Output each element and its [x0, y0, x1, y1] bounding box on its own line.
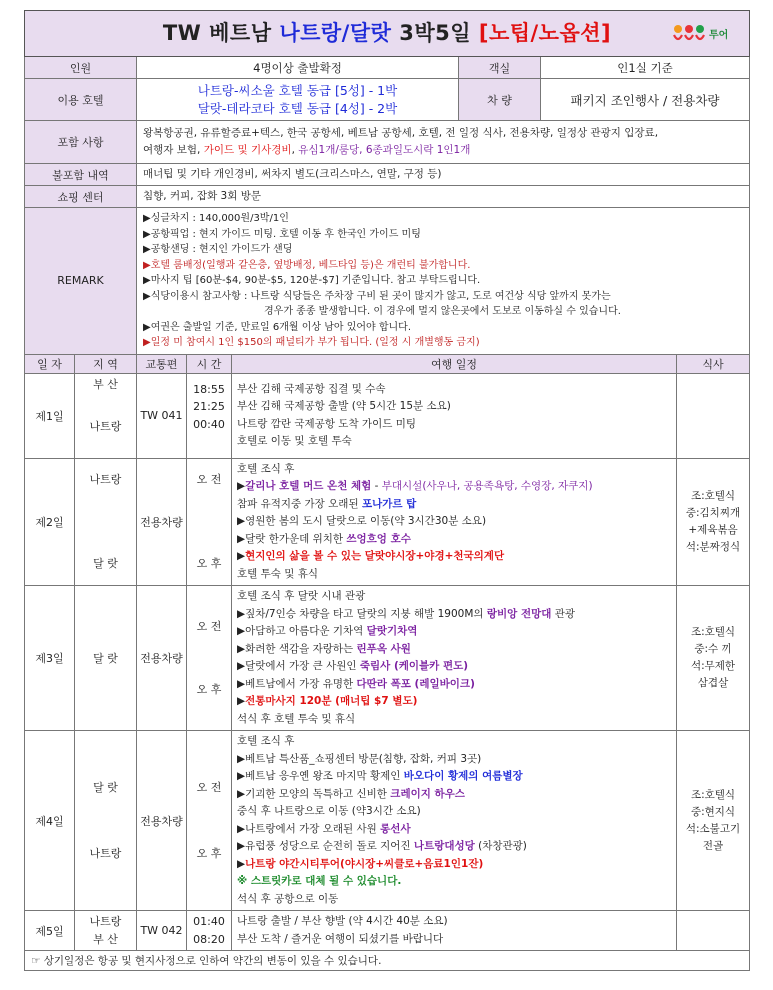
day4-meal: 조:호텔식 중:현지식 석:소불고기 전골 [677, 731, 750, 911]
hotel-line-nhatrang: 나트랑-씨소울 호텔 동급 [5성] - 1박 [197, 82, 398, 98]
day2-transport: 전용차량 [137, 458, 187, 586]
day1-meal [677, 373, 750, 458]
include-label: 포함 사항 [25, 121, 137, 164]
shopping-value: 침향, 커피, 잡화 3회 방문 [137, 186, 750, 208]
day1-row [25, 373, 750, 458]
room-value: 인1실 기준 [541, 57, 750, 79]
day5-transport: TW 042 [137, 911, 187, 951]
day4-row [25, 731, 750, 911]
day4-times: 오 전 오 후 [187, 731, 232, 911]
yuyu-tour-logo-icon [671, 22, 735, 44]
title-bar [25, 11, 750, 57]
day1-transport: TW 041 [137, 373, 187, 458]
hotel-label: 이용 호텔 [25, 79, 137, 121]
header-transport: 교통편 [137, 354, 187, 373]
shopping-label: 쇼핑 센터 [25, 186, 137, 208]
day3-itinerary: 호텔 조식 후 달랏 시내 관광 ▶짚차/7인승 차량을 타고 달랏의 지붕 해발 1900M의 랑비앙 전망대 관광 ▶아담하고 아름다운 기차역 달랏기차역 ▶화려한 색감을 자랑하는 린푸옥 사원 ▶달랏에서 가장 큰 사원인 죽림사 (케이블카 편도) ▶베트남에서 가장 유명한 다딴라 폭포 (레일바이크) ▶전통마사지 120분 (매너팁 $7 별도) 석식 후 호텔 투숙 및 휴식 [232, 586, 677, 731]
header-region: 지 역 [75, 354, 137, 373]
svg-text:투어: 투어 [709, 30, 729, 41]
remark-list [137, 208, 750, 355]
day2-meal: 조:호텔식 중:김치찌개 +제육볶음 석:분짜정식 [677, 458, 750, 586]
itinerary-document [24, 10, 749, 971]
day5-meal [677, 911, 750, 951]
footer-note: ☞ 상기일정은 항공 및 현지사정으로 인하여 약간의 변동이 있을 수 있습니다. [25, 951, 750, 971]
page-title: TW 베트남 나트랑/달랏 3박5일 [노팁/노옵션] [162, 21, 612, 45]
header-day: 일 자 [25, 354, 75, 373]
remark-item: ▶공항픽업 : 현지 가이드 미팅. 호텔 이동 후 한국인 가이드 미팅 [143, 228, 421, 240]
day1-times: 18:55 21:25 00:40 [187, 373, 232, 458]
day2-region: 나트랑 달 랏 [75, 458, 137, 586]
room-label: 객실 [459, 57, 541, 79]
exclude-value: 매너팁 및 기타 개인경비, 써차지 별도(크리스마스, 연말, 구정 등) [137, 164, 750, 186]
people-label: 인원 [25, 57, 137, 79]
day4-transport: 전용차량 [137, 731, 187, 911]
people-value: 4명이상 출발확정 [137, 57, 459, 79]
day3-label: 제3일 [25, 586, 75, 731]
day2-row [25, 458, 750, 586]
day2-label: 제2일 [25, 458, 75, 586]
remark-item: ▶싱글차지 : 140,000원/3박/1인 [143, 213, 289, 224]
day1-label: 제1일 [25, 373, 75, 458]
remark-item: ▶식당이용시 참고사항 : 나트랑 식당들은 주차장 구비 된 곳이 많지가 않고, 도로 여건상 식당 앞까지 못가는 [143, 290, 611, 302]
day1-region: 부 산 나트랑 [75, 373, 137, 458]
header-time: 시 간 [187, 354, 232, 373]
include-line-2: 여행자 보험, 가이드 및 기사경비, 유심1개/룸당, 6종과일도시락 1인1개 [143, 144, 471, 156]
itinerary-table [24, 10, 750, 971]
remark-item: ▶공항샌딩 : 현지인 가이드가 샌딩 [143, 244, 293, 255]
remark-item: ▶여권은 출발일 기준, 만료일 6개월 이상 남아 있어야 합니다. [143, 321, 412, 333]
exclude-label: 불포함 내역 [25, 164, 137, 186]
day4-itinerary: 호텔 조식 후 ▶베트남 특산품_쇼핑센터 방문(침향, 잡화, 커피 3곳) ▶베트남 응우옌 왕조 마지막 황제인 바오다이 황제의 여름별장 ▶기괴한 모양의 독특하고 신비한 크레이지 하우스 중식 후 나트랑으로 이동 (약3시간 소요) ▶나트랑에서 가장 오래된 사원 롱선사 ▶유럽풍 성당으로 순전히 돌로 지어진 나트랑대성당 (차창관광) ▶나트랑 야간시티투어(야시장+씨클로+음료1인1잔) ※ 스트릿카로 대체 될 수 있습니다. 석식 후 공항으로 이동 [232, 731, 677, 911]
schedule-header [25, 354, 750, 373]
day5-row [25, 911, 750, 951]
remark-item: ▶호텔 룸배정(일행과 같은층, 옆방배정, 베드타입 등)은 개런티 불가합니다. [143, 259, 471, 271]
day5-times: 01:40 08:20 [187, 911, 232, 951]
header-itinerary: 여행 일정 [232, 354, 677, 373]
day5-region: 나트랑 부 산 [75, 911, 137, 951]
day3-transport: 전용차량 [137, 586, 187, 731]
day5-label: 제5일 [25, 911, 75, 951]
day2-times: 오 전 오 후 [187, 458, 232, 586]
day3-region: 달 랏 [75, 586, 137, 731]
day3-row [25, 586, 750, 731]
header-meal: 식사 [677, 354, 750, 373]
include-value [137, 121, 750, 164]
day1-itinerary: 부산 김해 국제공항 집결 및 수속 부산 김해 국제공항 출발 (약 5시간 15분 소요) 나트랑 깜란 국제공항 도착 가이드 미팅 호텔로 이동 및 호텔 투숙 [232, 373, 677, 458]
include-line-1: 왕복항공권, 유류할증료+텍스, 한국 공항세, 베트남 공항세, 호텔, 전 일정 식사, 전용차량, 일정상 관광지 입장료, [143, 127, 659, 139]
remark-label: REMARK [25, 208, 137, 355]
remark-item: ▶마사지 팁 [60분-$4, 90분-$5, 120분-$7] 기준입니다. 참고 부탁드립니다. [143, 275, 481, 286]
vehicle-label: 차 량 [459, 79, 541, 121]
day4-region: 달 랏 나트랑 [75, 731, 137, 911]
day3-times: 오 전 오 후 [187, 586, 232, 731]
day4-label: 제4일 [25, 731, 75, 911]
day2-itinerary: 호텔 조식 후 ▶갈리나 호텔 머드 온천 체험 - 부대시설(사우나, 공용족욕탕, 수영장, 자쿠지) 참파 유적지중 가장 오래된 포나가르 탑 ▶영원한 봄의 도시 달랏으로 이동(약 3시간30분 소요) ▶달랏 한가운데 위치한 쓰엉흐엉 호수 ▶현지인의 삶을 볼 수 있는 달랏야시장+야경+천국의계단 호텔 투숙 및 휴식 [232, 458, 677, 586]
day3-meal: 조:호텔식 중:수 끼 석:무제한 삼겹살 [677, 586, 750, 731]
vehicle-value: 패키지 조인행사 / 전용차량 [541, 79, 750, 121]
hotel-line-dalat: 달랏-테라코타 호텔 동급 [4성] - 2박 [197, 100, 398, 116]
hotel-value [137, 79, 459, 121]
remark-item: ▶일정 미 참여시 1인 $150의 패널티가 부가 됩니다. (일정 시 개별행동 금지) [143, 337, 480, 348]
remark-item: 경우가 종종 발생합니다. 이 경우에 멀지 않은곳에서 도보로 이동하실 수 있습니다. [264, 306, 621, 317]
day5-itinerary: 나트랑 출발 / 부산 향발 (약 4시간 40분 소요) 부산 도착 / 즐거운 여행이 되셨기를 바랍니다 [232, 911, 677, 951]
